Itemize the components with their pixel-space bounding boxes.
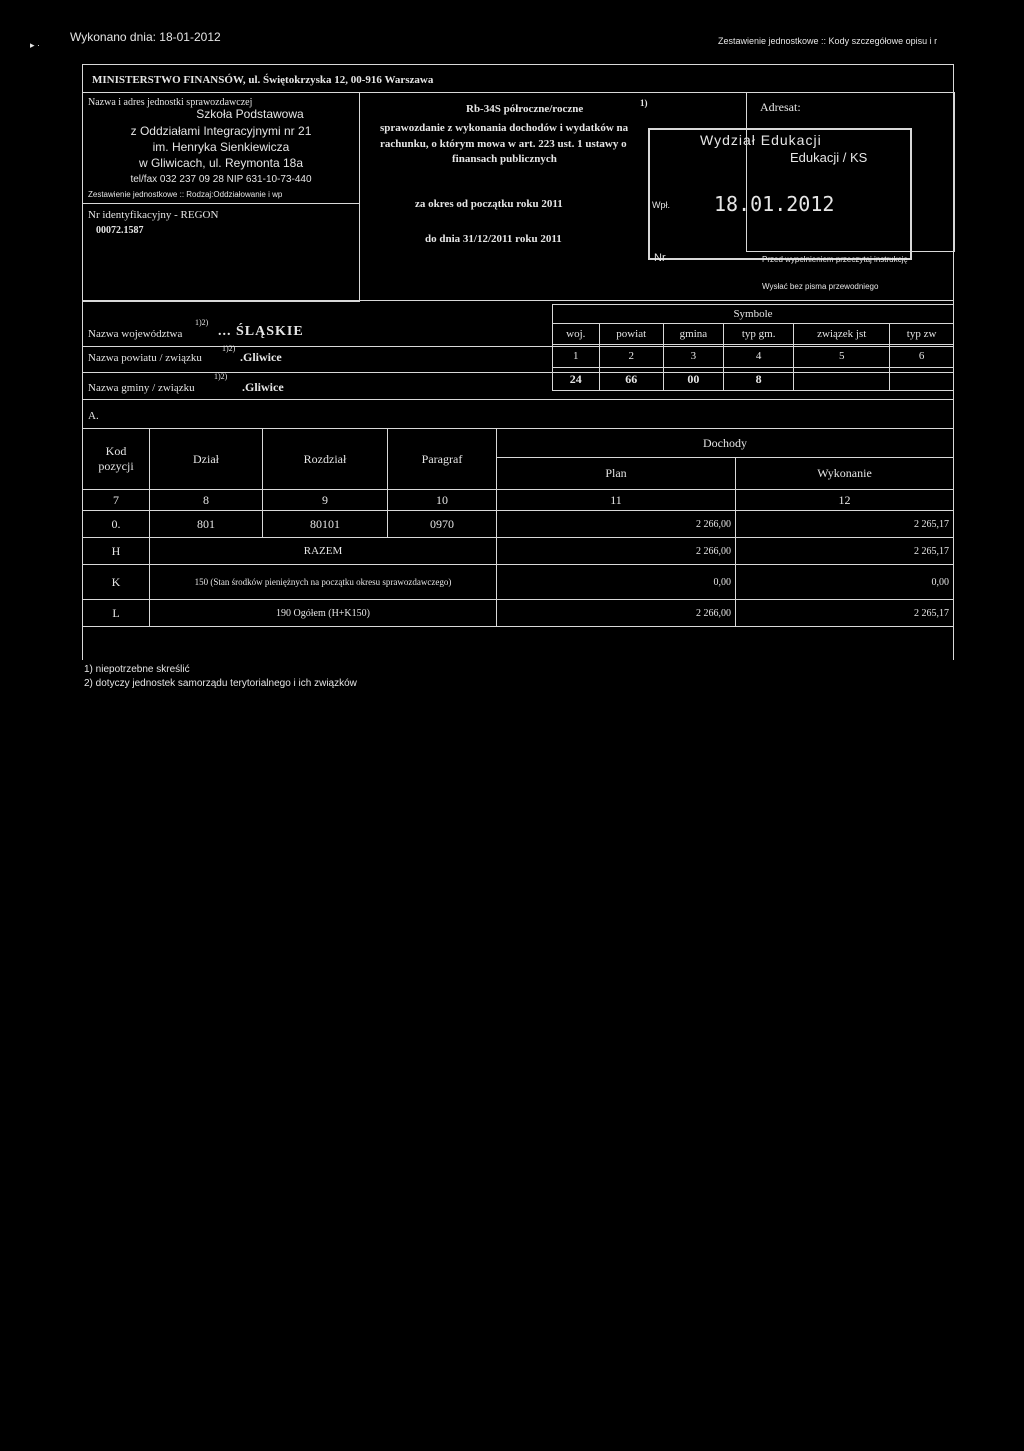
col-number: 10: [388, 490, 497, 511]
row-rozdzial: 80101: [263, 511, 388, 538]
col-number: 7: [83, 490, 150, 511]
period-from: za okres od początku roku 2011: [415, 198, 563, 210]
stamp-wpl: Wpł.: [652, 200, 670, 210]
table-row: [83, 511, 954, 538]
symbol-value: 00: [663, 368, 723, 391]
voivodeship-value: ... ŚLĄSKIE: [218, 324, 304, 339]
row-kod: 0.: [83, 511, 150, 538]
stamp-dept: Wydział Edukacji: [700, 132, 822, 148]
symbol-header: powiat: [599, 324, 663, 345]
symbols-title: Symbole: [553, 305, 954, 324]
report-title: Rb-34S półroczne/roczne: [466, 103, 584, 115]
unit-label: Nazwa i adres jednostki sprawozdawczej: [88, 97, 253, 108]
report-desc-1: sprawozdanie z wykonania dochodów i wydatków na: [380, 122, 629, 134]
table-row: [83, 600, 954, 627]
unit-name-1: z Oddziałami Integracyjnymi nr 21: [130, 124, 312, 138]
row-wykonanie: 2 265,17: [736, 538, 954, 565]
col-header-dzial: Dział: [150, 429, 263, 490]
symbol-header: typ gm.: [724, 324, 794, 345]
region-line-3: [82, 399, 954, 400]
symbol-number: 5: [794, 345, 890, 368]
ministry-header: MINISTERSTWO FINANSÓW, ul. Świętokrzyska 12, 00-916 Warszawa: [92, 74, 434, 86]
stamp-date: 18.01.2012: [714, 192, 835, 216]
symbol-number: 4: [724, 345, 794, 368]
unit-school: Szkoła Podstawowa: [196, 107, 304, 121]
commune-label: Nazwa gminy / związku: [88, 382, 195, 394]
col-number: 12: [736, 490, 954, 511]
row-kod: H: [83, 538, 150, 565]
unit-contact: tel/fax 032 237 09 28 NIP 631-10-73-440: [130, 174, 312, 185]
row-dzial: 801: [150, 511, 263, 538]
symbol-value: [794, 368, 890, 391]
col-header-paragraf: Paragraf: [388, 429, 497, 490]
row-wykonanie: 0,00: [736, 565, 954, 600]
symbol-value: 24: [553, 368, 600, 391]
row-plan: 0,00: [497, 565, 736, 600]
row-wykonanie: 2 265,17: [736, 600, 954, 627]
symbol-header: związek jst: [794, 324, 890, 345]
unit-name-2: im. Henryka Sienkiewicza: [152, 140, 290, 154]
row-plan: 2 266,00: [497, 538, 736, 565]
unit-footer-label: Zestawienie jednostkowe :: Rodzaj:Oddziałowanie i wp: [88, 190, 283, 199]
top-right-caption: Zestawienie jednostkowe :: Kody szczegółowe opisu i r: [718, 36, 938, 46]
commune-mark: 1)2): [214, 372, 228, 381]
row-kod: L: [83, 600, 150, 627]
symbol-value: 8: [724, 368, 794, 391]
row-paragraf: 0970: [388, 511, 497, 538]
generated-date: Wykonano dnia: 18-01-2012: [70, 30, 221, 44]
col-header-rozdzial: Rozdział: [263, 429, 388, 490]
symbol-value: 66: [599, 368, 663, 391]
col-number: 9: [263, 490, 388, 511]
report-footnote-mark: 1): [640, 98, 648, 108]
symbol-header: woj.: [553, 324, 600, 345]
county-mark: 1)2): [222, 344, 236, 353]
header-bottom-line: [82, 300, 954, 301]
footnote-2: 2) dotyczy jednostek samorządu terytorialnego i ich związków: [84, 678, 357, 689]
regon-label: Nr identyfikacyjny - REGON: [88, 209, 219, 221]
symbol-number: 2: [599, 345, 663, 368]
table-row: [83, 565, 954, 600]
symbol-number: 1: [553, 345, 600, 368]
symbols-table: [552, 304, 954, 391]
symbol-number: 3: [663, 345, 723, 368]
voivodeship-label: Nazwa województwa: [88, 328, 183, 340]
table-row: [83, 538, 954, 565]
row-plan: 2 266,00: [497, 511, 736, 538]
row-ogolem: 190 Ogółem (H+K150): [150, 600, 497, 627]
col-number: 8: [150, 490, 263, 511]
instruction-caption: Przed wypełnieniem przeczytaj instrukcję: [762, 255, 908, 264]
section-a-label: A.: [88, 410, 99, 422]
unit-name-3: w Gliwicach, ul. Reymonta 18a: [138, 156, 304, 170]
row-kod: K: [83, 565, 150, 600]
col-number: 11: [497, 490, 736, 511]
unit-inner-line: [82, 203, 359, 204]
county-label: Nazwa powiatu / związku: [88, 352, 202, 364]
row-wykonanie: 2 265,17: [736, 511, 954, 538]
addressee-value: Edukacji / KS: [790, 150, 868, 165]
period-to: do dnia 31/12/2011 roku 2011: [425, 233, 562, 245]
row-razem: RAZEM: [150, 538, 497, 565]
addressee-label: Adresat:: [760, 100, 801, 114]
commune-value: .Gliwice: [242, 380, 284, 394]
col-header-kod: Kod pozycji: [83, 429, 150, 490]
symbol-number: 6: [890, 345, 954, 368]
row-stan-srodkow: 150 (Stan środków pieniężnych na początku okresu sprawozdawczego): [150, 565, 497, 600]
footnote-1: 1) niepotrzebne skreślić: [84, 664, 190, 675]
symbol-header: gmina: [663, 324, 723, 345]
report-desc-2: rachunku, o którym mowa w art. 223 ust. 1 ustawy o: [380, 138, 627, 150]
col-header-plan: Plan: [497, 458, 736, 490]
report-desc-3: finansach publicznych: [452, 153, 557, 165]
income-table: [82, 428, 954, 627]
outer-top-line: [82, 64, 954, 65]
row-plan: 2 266,00: [497, 600, 736, 627]
county-value: .Gliwice: [240, 350, 282, 364]
col-header-wykonanie: Wykonanie: [736, 458, 954, 490]
page-mark: ▸ ·: [30, 40, 41, 50]
stamp-nr: Nr: [654, 252, 666, 264]
addressee-box: [746, 92, 955, 252]
voivodeship-mark: 1)2): [195, 318, 209, 327]
no-cover-letter-caption: Wysłać bez pisma przewodniego: [762, 282, 879, 291]
symbol-value: [890, 368, 954, 391]
col-header-dochody: Dochody: [497, 429, 954, 458]
regon-value: 00072.1587: [96, 225, 144, 236]
symbol-header: typ zw: [890, 324, 954, 345]
